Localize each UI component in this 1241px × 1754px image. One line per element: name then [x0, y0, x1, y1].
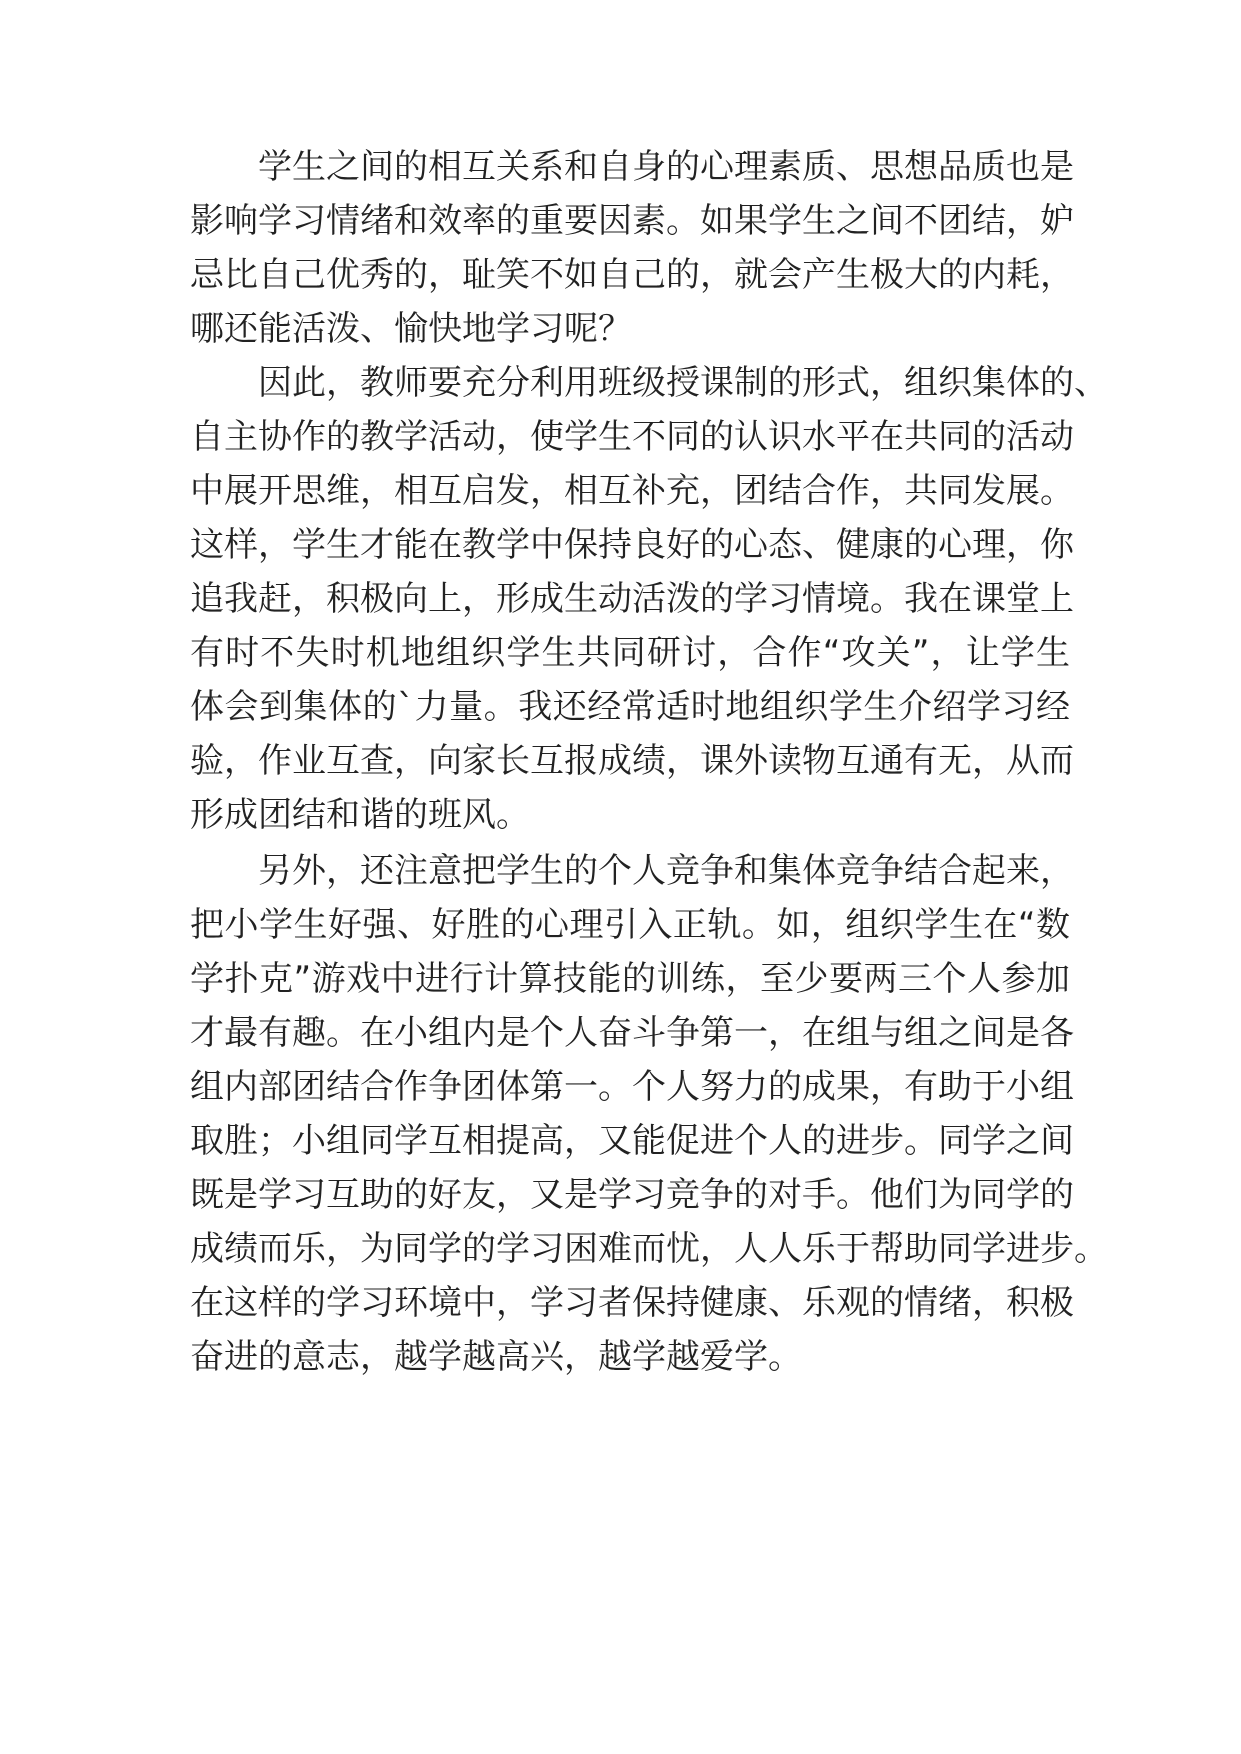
paragraph-3-line-7: 既是学习互助的好友，又是学习竞争的对手。他们为同学的: [190, 1175, 1074, 1215]
paragraph-3-line-6: 取胜；小组同学互相提高，又能促进个人的进步。同学之间: [190, 1121, 1074, 1161]
paragraph-2-line-8: 验，作业互查，向家长互报成绩，课外读物互通有无，从而: [190, 741, 1074, 781]
paragraph-1-line-2: 影响学习情绪和效率的重要因素。如果学生之间不团结，妒: [190, 201, 1074, 241]
paragraph-3-line-3: 学扑克”游戏中进行计算技能的训练，至少要两三个人参加: [190, 959, 1070, 999]
paragraph-1-line-3: 忌比自己优秀的，耻笑不如自己的，就会产生极大的内耗，: [190, 255, 1074, 295]
paragraph-3-line-5: 组内部团结合作争团体第一。个人努力的成果，有助于小组: [190, 1067, 1074, 1107]
paragraph-2-line-2: 自主协作的教学活动，使学生不同的认识水平在共同的活动: [190, 417, 1074, 457]
paragraph-3-line-2: 把小学生好强、好胜的心理引入正轨。如，组织学生在“数: [190, 905, 1070, 945]
paragraph-2-line-7: 体会到集体的`力量。我还经常适时地组织学生介绍学习经: [190, 687, 1070, 727]
paragraph-2-line-4: 这样，学生才能在教学中保持良好的心态、健康的心理，你: [190, 525, 1074, 565]
paragraph-3-line-4: 才最有趣。在小组内是个人奋斗争第一，在组与组之间是各: [190, 1013, 1074, 1053]
paragraph-2-line-3: 中展开思维，相互启发，相互补充，团结合作，共同发展。: [190, 471, 1074, 511]
paragraph-1-line-1: 学生之间的相互关系和自身的心理素质、思想品质也是: [258, 147, 1074, 187]
paragraph-2-line-5: 追我赶，积极向上，形成生动活泼的学习情境。我在课堂上: [190, 579, 1074, 619]
paragraph-2-line-6: 有时不失时机地组织学生共同研讨，合作“攻关”，让学生: [190, 633, 1070, 673]
paragraph-3-line-8: 成绩而乐，为同学的学习困难而忧，人人乐于帮助同学进步。: [190, 1229, 1108, 1269]
paragraph-1-line-4: 哪还能活泼、愉快地学习呢？: [190, 309, 632, 349]
paragraph-3-line-1: 另外，还注意把学生的个人竞争和集体竞争结合起来，: [258, 851, 1074, 891]
paragraph-2-line-9: 形成团结和谐的班风。: [190, 795, 530, 835]
paragraph-3-line-10: 奋进的意志，越学越高兴，越学越爱学。: [190, 1337, 802, 1377]
paragraph-3-line-9: 在这样的学习环境中，学习者保持健康、乐观的情绪，积极: [190, 1283, 1074, 1323]
paragraph-2-line-1: 因此，教师要充分利用班级授课制的形式，组织集体的、: [258, 363, 1108, 403]
